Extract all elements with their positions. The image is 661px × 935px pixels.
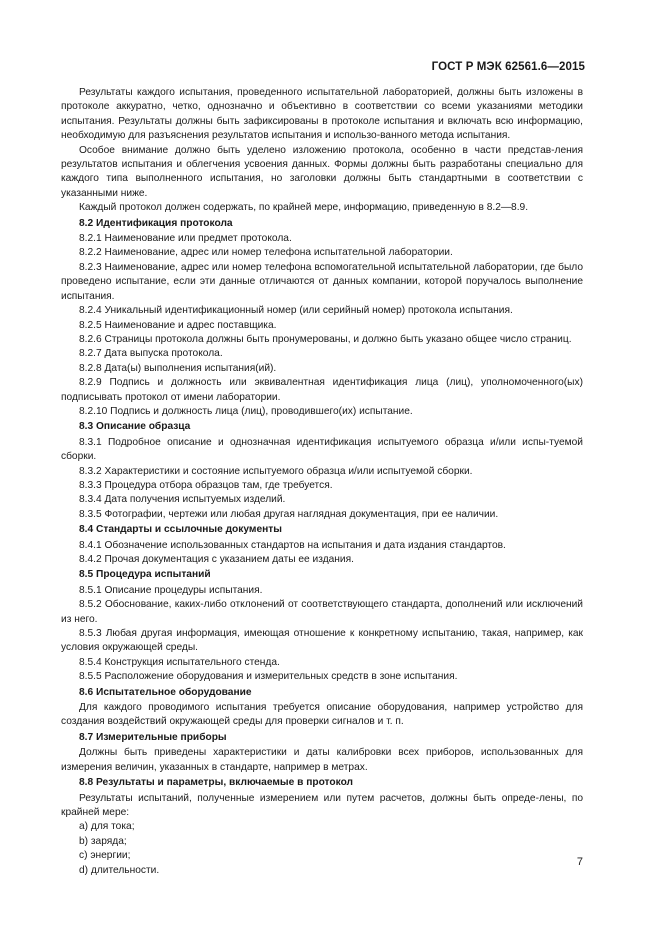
clause-8-4-2: 8.4.2 Прочая документация с указанием даты ее издания.	[79, 554, 354, 565]
clause-8-5-4: 8.5.4 Конструкция испытательного стенда.	[79, 656, 280, 668]
clause-8-2-5: 8.2.5 Наименование и адрес поставщика.	[79, 319, 277, 331]
clause-8-2-8: 8.2.8 Дата(ы) выполнения испытания(ий).	[79, 362, 277, 374]
clause-8-4-1: 8.4.1 Обозначение использованных стандартов на испытания и дата издания стандартов.	[79, 539, 506, 551]
clause-8-5-3: 8.5.3 Любая другая информация, имеющая отношение к конкретному испытанию, такая, например, как условия окружающей среды.	[61, 628, 583, 654]
clause-8-5-5: 8.5.5 Расположение оборудования и измерительных средств в зоне испытания.	[79, 671, 458, 683]
clause-8-2-1: 8.2.1 Наименование или предмет протокола.	[79, 233, 292, 245]
section-8-6-heading: 8.6 Испытательное оборудование	[79, 686, 252, 698]
section-8-7-text: Должны быть приведены характеристики и даты калибровки всех приборов, использованных для измерения величин, указанных в стандарте, например в метрах.	[61, 747, 583, 773]
document-body	[61, 86, 583, 878]
clause-8-2-2: 8.2.2 Наименование, адрес или номер телефона испытательной лаборатории.	[79, 247, 453, 259]
intro-paragraph-3: Каждый протокол должен содержать, по крайней мере, информацию, приведенную в 8.2—8.9.	[79, 202, 529, 214]
section-8-7-heading: 8.7 Измерительные приборы	[79, 731, 227, 743]
section-8-3-heading: 8.3 Описание образца	[79, 421, 191, 433]
clause-8-3-5: 8.3.5 Фотографии, чертежи или любая другая наглядная документация, при ее наличии.	[79, 508, 499, 520]
clause-8-3-4: 8.3.4 Дата получения испытуемых изделий.	[79, 494, 286, 506]
section-8-4-heading: 8.4 Стандарты и ссылочные документы	[79, 524, 282, 536]
clause-8-2-3: 8.2.3 Наименование, адрес или номер телефона вспомогательной испытательной лаборатории, где было проведено испытание, если эти данные отличаются от данных компании, которой поручалось выполнение испытания.	[61, 261, 583, 302]
intro-paragraph-2: Особое внимание должно быть уделено изложению протокола, особенно в части представ-ления результатов испытания и облегчения усвоения данных. Формы должны быть разработаны специально для каждого типа выполненного испытания, но заголовки должны быть стандартными в соответствии с указанными ниже.	[61, 144, 583, 199]
clause-8-5-1: 8.5.1 Описание процедуры испытания.	[79, 584, 263, 596]
clause-8-2-6: 8.2.6 Страницы протокола должны быть пронумерованы, и должно быть указано общее число страниц.	[79, 333, 572, 345]
clause-8-2-7: 8.2.7 Дата выпуска протокола.	[79, 348, 223, 360]
clause-8-2-4: 8.2.4 Уникальный идентификационный номер (или серийный номер) протокола испытания.	[79, 305, 513, 317]
clause-8-2-10: 8.2.10 Подпись и должность лица (лиц), проводившего(их) испытание.	[79, 405, 413, 417]
page-number: 7	[576, 856, 583, 868]
intro-paragraph-1: Результаты каждого испытания, проведенного испытательной лабораторией, должны быть изложены в протоколе аккуратно, четко, однозначно и объективно в соответствии со всеми указаниями методики испытания. Результаты должны быть зафиксированы в протоколе испытания и включать всю информацию, необходимую для разъяснения результатов испытания и использо-ванного метода испытания.	[61, 87, 583, 142]
list-item-energy: с) энергии;	[79, 850, 131, 862]
clause-8-5-2: 8.5.2 Обоснование, каких-либо отклонений от соответствующего стандарта, дополнений или исключений из него.	[61, 599, 583, 625]
clause-8-3-1: 8.3.1 Подробное описание и однозначная идентификация испытуемого образца и/или испы-туемой сборки.	[61, 436, 583, 463]
list-item-duration: d) длительности.	[79, 864, 160, 876]
clause-8-3-3: 8.3.3 Процедура отбора образцов там, где требуется.	[79, 479, 333, 491]
clause-8-2-9: 8.2.9 Подпись и должность или эквивалентная идентификация лица (лиц), уполномоченного(ых) подписывать протокол от имени лаборатории.	[61, 377, 583, 403]
section-8-8-text: Результаты испытаний, полученные измерением или путем расчетов, должны быть опреде-лены, по крайней мере:	[61, 792, 583, 818]
section-8-8-heading: 8.8 Результаты и параметры, включаемые в протокол	[79, 777, 354, 789]
list-item-charge: b) заряда;	[79, 835, 127, 847]
section-8-5-heading: 8.5 Процедура испытаний	[79, 569, 211, 581]
section-8-6-text: Для каждого проводимого испытания требуется описание оборудования, например устройство для создания воздействий окружающей среды для проверки сигналов и т. п.	[61, 702, 583, 728]
section-8-2-heading: 8.2 Идентификация протокола	[79, 217, 233, 229]
document-code-header: ГОСТ Р МЭК 62561.6—2015	[431, 61, 585, 73]
list-item-current: а) для тока;	[79, 821, 135, 833]
clause-8-3-2: 8.3.2 Характеристики и состояние испытуемого образца и/или испытуемой сборки.	[79, 465, 473, 477]
